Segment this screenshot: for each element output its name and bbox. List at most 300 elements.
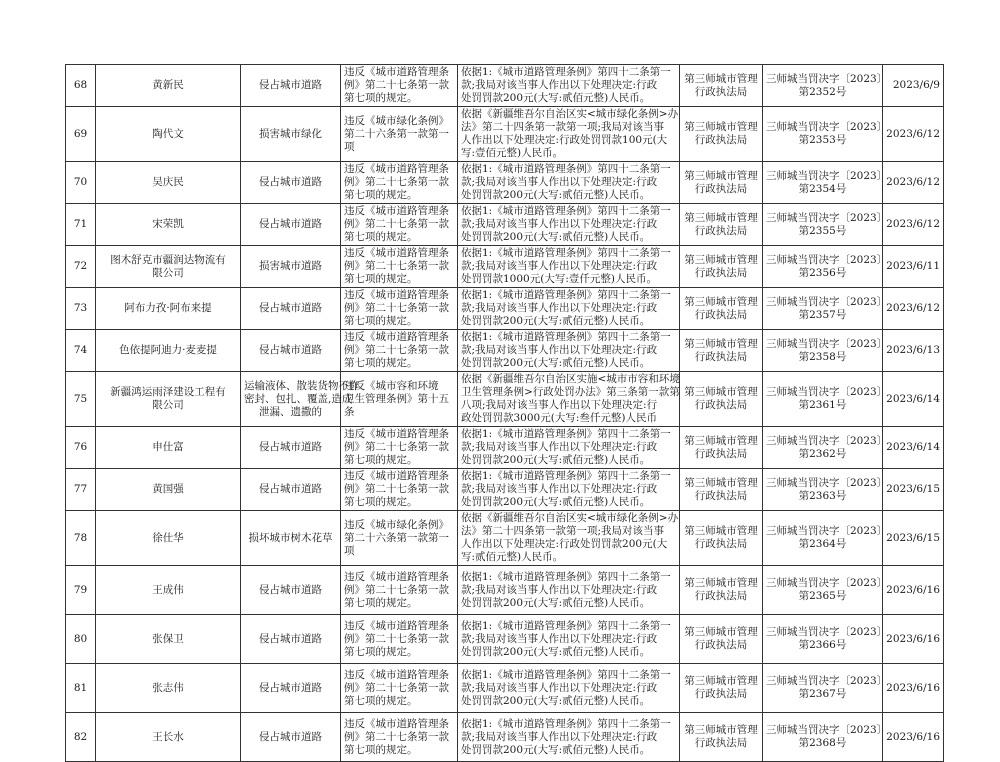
violated-provision-cell [341,204,458,246]
violated-provision-line: 例》第二十七条第一款 [344,632,449,645]
violation-act-line: 运输液体、散装货物不作 [244,379,360,392]
penalty-decision-line: 依据1:《城市道路管理条例》第四十二条第一 [461,470,671,482]
decision-document-number-cell [763,511,888,566]
violated-provision-line: 第七项的规定。 [344,645,418,658]
party-name-line: 陶代文 [152,127,184,140]
penalty-decision-line: 人作出以下处理决定:行政处罚罚款100元(大 [461,134,668,146]
decision-document-number-line: 第2352号 [798,85,847,98]
violated-provision-line: 项 [344,140,355,153]
table-row [66,566,944,615]
decision-date-cell: 2023/6/16 [883,615,944,664]
party-name-cell [96,427,241,469]
enforcement-agency-line: 第三师城市管理 [684,295,758,308]
penalty-decision-cell [458,330,680,372]
enforcement-agency-line: 行政执法局 [694,134,748,146]
penalty-decision-line: 依据1:《城市道路管理条例》第四十二条第一 [461,668,671,681]
decision-date-cell: 2023/6/12 [883,288,944,330]
decision-document-number-line: 三师城当罚决字〔2023〕 [766,577,888,589]
row-number-cell: 78 [66,511,96,566]
party-name-line: 新疆鸿运雨泽建设工程有 [110,386,226,398]
violated-provision-cell [341,372,458,427]
decision-document-number-cell [763,288,888,330]
decision-date-cell: 2023/6/14 [883,372,944,427]
violated-provision-line: 例》第二十七条第一款 [344,681,449,694]
decision-document-number-line: 第2362号 [798,447,847,460]
violated-provision-line: 第七项的规定。 [344,189,418,201]
penalty-decision-line: 处罚罚款200元(大写:贰佰元整)人民币。 [461,357,651,369]
row-number-cell: 82 [66,713,96,762]
penalty-decision-line: 款;我局对该当事人作出以下处理决定:行政 [461,730,658,743]
violation-act-line: 侵占城市道路 [259,176,322,188]
enforcement-agency-line: 第三师城市管理 [684,675,758,687]
enforcement-agency-line: 第三师城市管理 [684,577,758,589]
violated-provision-line: 第七项的规定。 [344,496,418,508]
party-name-cell [96,65,241,107]
penalty-decision-cell [458,204,680,246]
violated-provision-line: 例》第二十七条第一款 [344,260,449,272]
enforcement-agency-line: 行政执法局 [694,688,748,700]
penalty-decision-line: 依据《新疆维吾尔自治区实<城市绿化条例>办 [461,108,679,120]
decision-document-number-line: 第2357号 [798,308,847,321]
violated-provision-line: 违反《城市道路管理条 [344,205,449,217]
penalty-decision-line: 处罚罚款200元(大写:贰佰元整)人民币。 [461,596,651,609]
penalty-decision-cell [458,469,680,511]
enforcement-agency-line: 第三师城市管理 [684,169,758,182]
party-name-line: 王长水 [152,730,184,743]
violated-provision-line: 违反《城市道路管理条 [344,470,449,482]
enforcement-agency-cell [680,288,763,330]
violated-provision-line: 例》第二十七条第一款 [344,176,449,188]
violated-provision-line: 例》第二十七条第一款 [344,730,449,743]
row-number-cell: 80 [66,615,96,664]
row-number-cell: 75 [66,372,96,427]
violation-act-cell [241,511,341,566]
decision-date-cell: 2023/6/13 [883,330,944,372]
violated-provision-line: 第七项的规定。 [344,743,418,756]
table-row [66,664,944,713]
penalty-records-table [65,64,944,762]
penalty-decision-line: 依据1:《城市道路管理条例》第四十二条第一 [461,331,671,343]
penalty-decision-line: 依据1:《城市道路管理条例》第四十二条第一 [461,289,671,301]
penalty-decision-line: 依据1:《城市道路管理条例》第四十二条第一 [461,619,671,632]
penalty-decision-line: 处罚罚款1000元(大写:壹仟元整)人民币。 [461,273,657,285]
enforcement-agency-cell [680,566,763,615]
violated-provision-line: 第七项的规定。 [344,92,418,104]
party-name-line: 申仕富 [152,441,184,453]
penalty-decision-line: 依据《新疆维吾尔自治区实<城市绿化条例>办 [461,512,679,524]
enforcement-agency-cell [680,427,763,469]
violated-provision-line: 例》第二十七条第一款 [344,344,449,356]
penalty-decision-line: 人作出以下处理决定:行政处罚罚款200元(大 [461,538,668,550]
penalty-decision-cell [458,107,680,162]
enforcement-agency-line: 行政执法局 [694,224,748,237]
penalty-decision-cell [458,566,680,615]
row-number-cell: 79 [66,566,96,615]
decision-document-number-line: 三师城当罚决字〔2023〕 [766,337,888,350]
violated-provision-cell [341,427,458,469]
penalty-decision-line: 处罚罚款200元(大写:贰佰元整)人民币。 [461,454,651,466]
table-row [66,246,944,288]
row-number-cell: 76 [66,427,96,469]
enforcement-agency-line: 第三师城市管理 [684,476,758,489]
decision-document-number-line: 三师城当罚决字〔2023〕 [766,211,888,224]
violated-provision-line: 第二十六条第一款第一 [344,531,449,544]
penalty-decision-line: 款;我局对该当事人作出以下处理决定:行政 [461,79,658,91]
enforcement-agency-line: 行政执法局 [694,447,748,460]
enforcement-agency-line: 行政执法局 [694,590,748,602]
enforcement-agency-cell [680,664,763,713]
decision-document-number-line: 第2366号 [798,639,847,651]
table-row [66,162,944,204]
enforcement-agency-line: 第三师城市管理 [684,337,758,350]
party-name-cell [96,469,241,511]
table-row [66,288,944,330]
party-name-line: 宋荣凯 [152,218,184,230]
violated-provision-cell [341,65,458,107]
party-name-cell [96,713,241,762]
penalty-decision-line: 款;我局对该当事人作出以下处理决定:行政 [461,483,658,495]
table-row [66,372,944,427]
enforcement-agency-cell [680,469,763,511]
party-name-cell [96,664,241,713]
violated-provision-line: 第七项的规定。 [344,231,418,243]
penalty-decision-cell [458,511,680,566]
violated-provision-cell [341,566,458,615]
penalty-decision-line: 依据1:《城市道路管理条例》第四十二条第一 [461,66,671,78]
violated-provision-cell [341,713,458,762]
penalty-decision-line: 依据1:《城市道路管理条例》第四十二条第一 [461,247,671,259]
violated-provision-cell [341,288,458,330]
decision-document-number-cell [763,713,888,762]
violated-provision-cell [341,162,458,204]
penalty-decision-line: 政处罚罚款3000元(大写:叁仟元整)人民币 [461,412,657,424]
violated-provision-line: 第七项的规定。 [344,454,418,466]
decision-document-number-line: 三师城当罚决字〔2023〕 [766,169,888,182]
party-name-cell [96,162,241,204]
violation-act-cell [241,713,341,762]
penalty-decision-line: 八项;我局对该当事人作出以下处理决定:行 [461,399,658,411]
decision-document-number-cell [763,107,888,162]
violated-provision-line: 违反《城市道路管理条 [344,428,449,440]
party-name-line: 色依提阿迪力·麦麦提 [119,344,217,356]
enforcement-agency-line: 行政执法局 [694,85,748,98]
violated-provision-line: 违反《城市道路管理条 [344,66,449,78]
party-name-cell [96,204,241,246]
decision-document-number-cell [763,427,888,469]
violation-act-cell [241,330,341,372]
penalty-decision-line: 款;我局对该当事人作出以下处理决定:行政 [461,681,658,694]
decision-document-number-cell [763,664,888,713]
violated-provision-line: 第七项的规定。 [344,596,418,609]
party-name-line: 黄国强 [152,483,184,495]
penalty-decision-cell [458,713,680,762]
row-number-cell: 81 [66,664,96,713]
penalty-decision-line: 处罚罚款200元(大写:贰佰元整)人民币。 [461,315,651,327]
penalty-decision-cell [458,246,680,288]
party-name-cell [96,246,241,288]
party-name-line: 阿布力孜·阿布来提 [124,302,212,314]
table-row [66,615,944,664]
violation-act-line: 侵占城市道路 [259,218,322,230]
violated-provision-line: 例》第二十七条第一款 [344,583,449,596]
enforcement-agency-line: 行政执法局 [694,489,748,502]
party-name-line: 限公司 [152,399,184,411]
violation-act-cell [241,615,341,664]
penalty-decision-cell [458,664,680,713]
enforcement-agency-line: 第三师城市管理 [684,121,758,133]
penalty-decision-line: 款;我局对该当事人作出以下处理决定:行政 [461,260,658,272]
penalty-decision-line: 依据1:《城市道路管理条例》第四十二条第一 [461,428,671,440]
enforcement-agency-cell [680,713,763,762]
party-name-cell [96,372,241,427]
penalty-decision-line: 依据1:《城市道路管理条例》第四十二条第一 [461,163,671,175]
enforcement-agency-line: 第三师城市管理 [684,72,758,85]
decision-date-cell: 2023/6/12 [883,107,944,162]
enforcement-agency-cell [680,162,763,204]
row-number-cell: 77 [66,469,96,511]
enforcement-agency-line: 行政执法局 [694,737,748,749]
row-number-cell: 68 [66,65,96,107]
penalty-decision-line: 依据1:《城市道路管理条例》第四十二条第一 [461,205,671,217]
party-name-cell [96,566,241,615]
decision-document-number-line: 第2355号 [798,224,847,237]
enforcement-agency-cell [680,65,763,107]
party-name-line: 张保卫 [152,632,184,645]
enforcement-agency-line: 第三师城市管理 [684,211,758,224]
penalty-decision-line: 写:贰佰元整)人民币。 [461,551,564,563]
violated-provision-line: 违反《城市道路管理条 [344,668,449,681]
enforcement-agency-line: 行政执法局 [694,350,748,363]
violation-act-line: 损害城市道路 [259,260,322,272]
violation-act-line: 密封、包扎、覆盖,造成 [244,392,353,405]
penalty-decision-line: 处罚罚款200元(大写:贰佰元整)人民币。 [461,694,651,707]
decision-document-number-line: 第2361号 [798,399,847,411]
penalty-decision-line: 处罚罚款200元(大写:贰佰元整)人民币。 [461,496,651,508]
penalty-decision-line: 法》第二十四条第一款第一项;我局对该当事 [461,121,665,133]
penalty-decision-line: 处罚罚款200元(大写:贰佰元整)人民币。 [461,92,651,104]
decision-document-number-line: 三师城当罚决字〔2023〕 [766,724,888,736]
table-row [66,469,944,511]
decision-document-number-line: 三师城当罚决字〔2023〕 [766,675,888,687]
decision-document-number-line: 三师城当罚决字〔2023〕 [766,525,888,537]
row-number-cell: 72 [66,246,96,288]
decision-date-cell: 2023/6/16 [883,566,944,615]
violated-provision-cell [341,615,458,664]
violated-provision-line: 例》第二十七条第一款 [344,218,449,230]
violated-provision-line: 违反《城市道路管理条 [344,717,449,730]
table-row [66,107,944,162]
violation-act-cell [241,372,360,427]
party-name-line: 限公司 [152,266,184,279]
violated-provision-cell [341,664,458,713]
enforcement-agency-line: 行政执法局 [694,538,748,550]
party-name-line: 吴庆民 [152,176,184,188]
penalty-decision-line: 款;我局对该当事人作出以下处理决定:行政 [461,583,658,596]
enforcement-agency-line: 行政执法局 [694,266,748,279]
enforcement-agency-cell [680,511,763,566]
violated-provision-line: 违反《城市道路管理条 [344,163,449,175]
party-name-line: 徐仕华 [152,531,184,544]
penalty-decision-line: 依据《新疆维吾尔自治区实施<城市市容和环境 [461,373,680,385]
row-number-cell: 73 [66,288,96,330]
decision-document-number-line: 三师城当罚决字〔2023〕 [766,476,888,489]
penalty-decision-cell [458,65,680,107]
enforcement-agency-line: 第三师城市管理 [684,253,758,266]
party-name-line: 图木舒克市疆润达物流有 [110,253,226,266]
penalty-decision-cell [458,162,680,204]
violated-provision-line: 第七项的规定。 [344,694,418,707]
violated-provision-line: 违反《城市道路管理条 [344,247,449,259]
enforcement-agency-cell [680,107,763,162]
party-name-line: 王成伟 [152,583,184,596]
violated-provision-line: 第七项的规定。 [344,273,418,285]
decision-date-cell: 2023/6/15 [883,511,944,566]
violated-provision-line: 例》第二十七条第一款 [344,79,449,91]
table-row [66,713,944,762]
enforcement-agency-cell [680,615,763,664]
table-row [66,330,944,372]
enforcement-agency-cell [680,372,763,427]
decision-document-number-line: 第2367号 [798,688,847,700]
violated-provision-line: 违反《城市道路管理条 [344,619,449,632]
penalty-decision-line: 依据1:《城市道路管理条例》第四十二条第一 [461,570,671,583]
decision-document-number-line: 三师城当罚决字〔2023〕 [766,72,888,85]
violation-act-line: 侵占城市道路 [259,583,322,596]
table-row [66,65,944,107]
enforcement-agency-line: 第三师城市管理 [684,386,758,398]
decision-date-cell: 2023/6/14 [883,427,944,469]
violation-act-cell [241,162,341,204]
decision-document-number-cell [763,330,888,372]
penalty-decision-cell [458,288,680,330]
violated-provision-line: 违反《城市道路管理条 [344,289,449,301]
decision-document-number-cell [763,566,888,615]
violation-act-cell [241,566,341,615]
violation-act-line: 侵占城市道路 [259,302,322,314]
party-name-cell [96,107,241,162]
decision-document-number-line: 三师城当罚决字〔2023〕 [766,434,888,447]
violation-act-line: 侵占城市道路 [259,681,322,694]
row-number-cell: 69 [66,107,96,162]
penalty-decision-cell [458,615,680,664]
violation-act-line: 泄漏、遗撒的 [259,405,322,418]
enforcement-agency-line: 行政执法局 [694,182,748,195]
decision-document-number-line: 三师城当罚决字〔2023〕 [766,295,888,308]
penalty-decision-line: 款;我局对该当事人作出以下处理决定:行政 [461,441,658,453]
enforcement-agency-line: 第三师城市管理 [684,626,758,638]
enforcement-agency-line: 行政执法局 [694,308,748,321]
decision-document-number-cell [763,372,888,427]
penalty-decision-cell [458,427,680,469]
party-name-cell [96,330,241,372]
penalty-decision-line: 款;我局对该当事人作出以下处理决定:行政 [461,302,658,314]
decision-date-cell: 2023/6/12 [883,162,944,204]
decision-document-number-line: 第2363号 [798,489,847,502]
penalty-decision-line: 卫生管理条例>行政处罚办法》第三条第一款第 [461,386,680,398]
violated-provision-cell [341,511,458,566]
violated-provision-line: 例》第二十七条第一款 [344,441,449,453]
party-name-cell [96,288,241,330]
enforcement-agency-line: 行政执法局 [694,399,748,411]
table-row [66,511,944,566]
violated-provision-line: 条 [344,405,355,418]
violated-provision-line: 违反《城市绿化条例》 [344,114,449,127]
violated-provision-cell [341,107,458,162]
violation-act-line: 侵占城市道路 [259,441,322,453]
decision-document-number-cell [763,162,888,204]
table-body [66,65,944,762]
decision-date-cell: 2023/6/16 [883,664,944,713]
decision-document-number-line: 第2358号 [798,350,847,363]
violated-provision-line: 第七项的规定。 [344,315,418,327]
decision-date-cell: 2023/6/15 [883,469,944,511]
violated-provision-line: 例》第二十七条第一款 [344,302,449,314]
decision-document-number-line: 第2365号 [798,590,847,602]
penalty-decision-line: 写:壹佰元整)人民币。 [461,147,564,159]
violated-provision-line: 违反《城市绿化条例》 [344,518,449,531]
violation-act-cell [241,427,341,469]
violation-act-line: 侵占城市道路 [259,730,322,743]
violated-provision-line: 违反《城市容和环境 [344,379,439,392]
penalty-decision-line: 款;我局对该当事人作出以下处理决定:行政 [461,176,658,188]
decision-document-number-line: 三师城当罚决字〔2023〕 [766,121,888,133]
table-row [66,204,944,246]
decision-date-cell: 2023/6/11 [883,246,944,288]
decision-document-number-cell [763,65,888,107]
decision-document-number-line: 三师城当罚决字〔2023〕 [766,386,888,398]
decision-document-number-cell [763,615,888,664]
decision-date-cell: 2023/6/16 [883,713,944,762]
decision-date-cell: 2023/6/9 [883,65,944,107]
violation-act-cell [241,107,341,162]
row-number-cell: 71 [66,204,96,246]
violation-act-line: 侵占城市道路 [259,483,322,495]
decision-document-number-line: 第2368号 [798,737,847,749]
decision-document-number-line: 第2353号 [798,134,847,146]
penalty-decision-cell [458,372,680,427]
party-name-cell [96,615,241,664]
party-name-cell [96,511,241,566]
violation-act-cell [241,469,341,511]
table-row [66,427,944,469]
violated-provision-cell [341,469,458,511]
violation-act-cell [241,204,341,246]
violated-provision-line: 第二十六条第一款第一 [344,127,449,140]
violation-act-cell [241,246,341,288]
penalty-decision-line: 处罚罚款200元(大写:贰佰元整)人民币。 [461,231,651,243]
violated-provision-line: 违反《城市道路管理条 [344,570,449,583]
enforcement-agency-cell [680,204,763,246]
enforcement-agency-line: 第三师城市管理 [684,525,758,537]
violated-provision-line: 项 [344,544,355,557]
decision-document-number-line: 三师城当罚决字〔2023〕 [766,626,888,638]
penalty-decision-line: 处罚罚款200元(大写:贰佰元整)人民币。 [461,189,651,201]
decision-date-cell: 2023/6/12 [883,204,944,246]
enforcement-agency-line: 第三师城市管理 [684,724,758,736]
violated-provision-cell [341,330,458,372]
decision-document-number-cell [763,246,888,288]
row-number-cell: 74 [66,330,96,372]
violation-act-line: 侵占城市道路 [259,344,322,356]
penalty-decision-line: 处罚罚款200元(大写:贰佰元整)人民币。 [461,743,651,756]
violation-act-cell [241,664,341,713]
penalty-decision-line: 依据1:《城市道路管理条例》第四十二条第一 [461,717,671,730]
party-name-line: 张志伟 [152,681,184,694]
violation-act-cell [241,288,341,330]
violation-act-line: 侵占城市道路 [259,79,322,91]
decision-document-number-line: 三师城当罚决字〔2023〕 [766,253,888,266]
decision-document-number-cell [763,204,888,246]
